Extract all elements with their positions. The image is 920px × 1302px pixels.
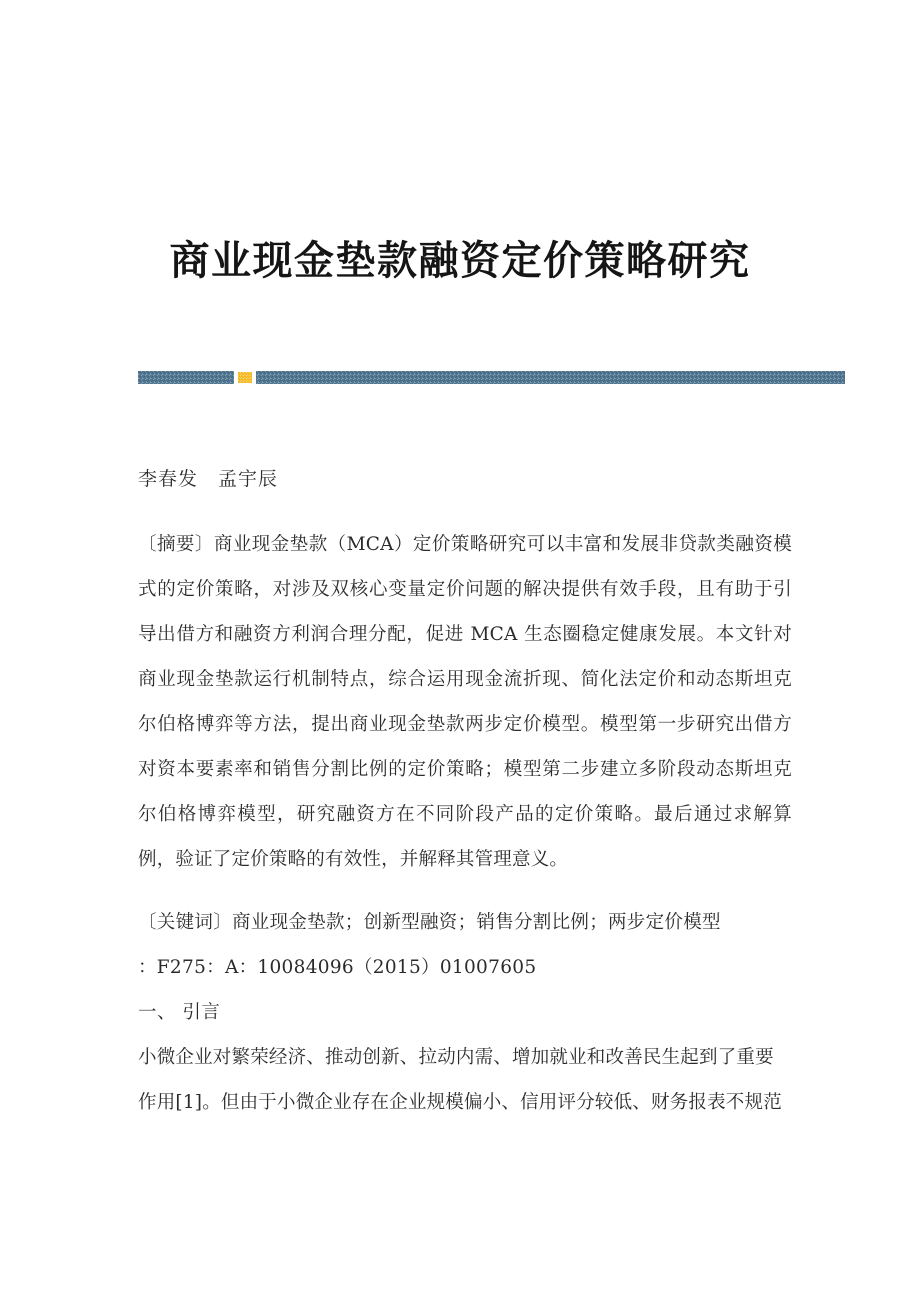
square-accent-icon	[234, 367, 256, 388]
page-title: 商业现金垫款融资定价策略研究	[169, 236, 751, 284]
decorative-divider	[138, 371, 845, 384]
abstract-paragraph: 〔摘要〕商业现金垫款（MCA）定价策略研究可以丰富和发展非贷款类融资模式的定价策略，对涉及双核心变量定价问题的解决提供有效手段，且有助于引导出借方和融资方利润合理分配，促进 MCA 生态圈稳定健康发展。本文针对商业现金垫款运行机制特点，综合运用现金流折现、简化法定价和动态斯坦克尔伯格博弈等方法，提出商业现金垫款两步定价模型。模型第一步研究出借方对资本要素率和销售分割比例的定价策略；模型第二步建立多阶段动态斯坦克尔伯格博弈模型，研究融资方在不同阶段产品的定价策略。最后通过求解算例，验证了定价策略的有效性，并解释其管理意义。	[138, 534, 792, 870]
keywords-line: 〔关键词〕商业现金垫款；创新型融资；销售分割比例；两步定价模型	[138, 912, 721, 933]
section-heading-introduction: 一、 引言	[138, 1002, 221, 1023]
author-line: 李春发 孟宇辰	[138, 468, 279, 490]
classification-line: ：F275：A：10084096（2015）01007605	[138, 957, 537, 978]
introduction-paragraph: 小微企业对繁荣经济、推动创新、拉动内需、增加就业和改善民生起到了重要作用[1]。但由于小微企业存在企业规模偏小、信用评分较低、财务报表不规范	[138, 1047, 782, 1113]
accent-chip	[238, 372, 252, 383]
spacer	[138, 888, 792, 900]
document-body	[138, 466, 792, 1131]
